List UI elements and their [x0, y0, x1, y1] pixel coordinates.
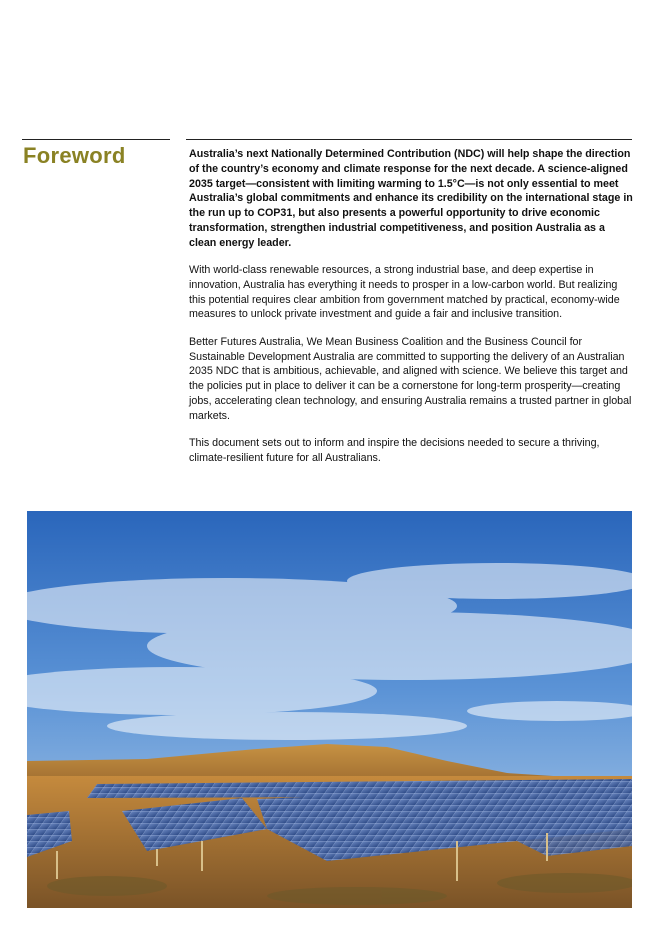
section-rule-right	[186, 139, 632, 140]
lead-paragraph: Australia’s next Nationally Determined Contribution (NDC) will help shape the direction of the country’s economy and climate response for the next decade. A science-aligned 2035 target—consistent with limiting warming to 1.5°C—is not only essential to meet Australia’s global commitments and enhance its credibility on the international stage in the run up to COP31, but also presents a powerful opportunity to drive economic transformation, strengthen industrial competitiveness, and position Australia as a clean energy leader.	[189, 148, 633, 249]
body-paragraph: Better Futures Australia, We Mean Business Coalition and the Business Council for Sustainable Development Australia are committed to supporting the delivery of an Australian 2035 NDC that is ambitious, achievable, and aligned with science. We believe this target and the policies put in place to deliver it can be a cornerstone for long-term prosperity—creating jobs, accelerating clean technology, and ensuring Australia remains a trusted partner in global markets.	[189, 335, 632, 422]
section-heading: Foreword	[23, 143, 126, 168]
body-paragraph: This document sets out to inform and inspire the decisions needed to secure a thriving, climate-resilient future for all Australians.	[189, 437, 600, 464]
foreword-body	[189, 147, 633, 478]
solar-farm-illustration	[27, 511, 632, 908]
body-paragraph: With world-class renewable resources, a strong industrial base, and deep expertise in innovation, Australia has everything it needs to prosper in a low-carbon world. But realizing this potential requires clear ambition from government matched by practical, economy-wide measures to unlock private investment and guide a fair and inclusive transition.	[189, 264, 620, 321]
section-rule-left	[22, 139, 170, 140]
solar-farm-photo	[27, 511, 632, 908]
